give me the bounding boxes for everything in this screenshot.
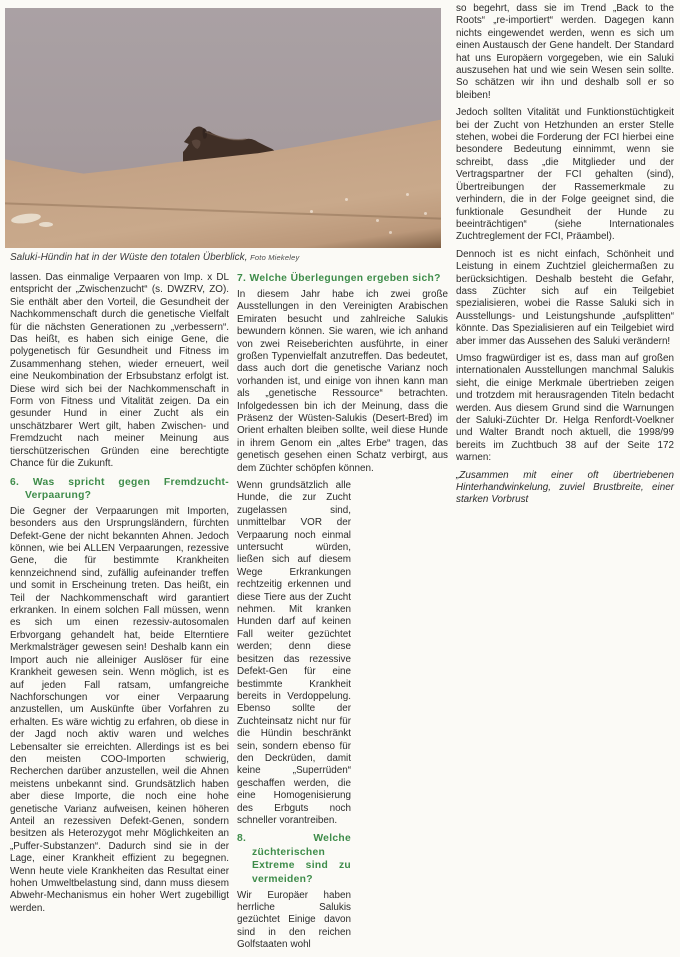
quote-paragraph: „Zusammen mit einer oft übertriebenen Hinterhandwinkelung, zuviel Brustbreite, einer starken Vorbrust (456, 469, 674, 506)
column-middle-narrow (237, 480, 351, 952)
photo-credit: Foto Miekeley (250, 253, 300, 262)
column-middle (237, 272, 448, 957)
paragraph: Umso fragwürdiger ist es, dass man auf großen internationalen Ausstellungen manchmal Salukis sieht, die einige Merkmale übertrieben zeigen und trotzdem mit herausragenden Titeln bedacht werden. Aus diesem Grund sind die Warnungen der Saluki-Züchter Dr. Helga Renfordt-Voelkner und Walter Brandt noch aktuell, die 1998/99 bereits im Zuchtbuch 38 auf der Seite 172 warnen: (456, 352, 674, 464)
paragraph: so begehrt, dass sie im Trend „Back to the Roots“ „re-importiert“ werden. Dagegen kann nichts eingewendet werden, wenn es sich um einen Austausch der Gene handelt. Der Standard hat uns Europäern vorgegeben, wie ein Saluki auszusehen hat und wie sein Wesen sein sollte. So schätzen wir ihn und deshalb soll er so bleiben! (456, 3, 674, 101)
section-heading-6: 6. Was spricht gegen Fremdzucht-Verpaarung? (10, 476, 229, 501)
sand-sparkle (376, 219, 379, 222)
photo-caption-text: Saluki-Hündin hat in der Wüste den totalen Überblick, (10, 252, 248, 263)
sand-sparkle (424, 212, 427, 215)
paragraph: Wir Europäer haben herrliche Salukis gezüchtet Einige davon sind in den reichen Golfstaaten wohl (237, 889, 351, 951)
paragraph: Jedoch sollten Vitalität und Funktionstüchtigkeit bei der Zucht von Hetzhunden an erster Stelle stehen, wobei die Forderung der FCI hierbei eine besondere Bedeutung einnimmt, wenn sie schreibt, dass „die Mitglieder und der Vertragspartner der FCI gehalten (sind), Übertreibungen der Rassemerkmale zu verhindern, die in der Folge geeignet sind, die funktionale Gesundheit der Hunde zu beeinträchtigen“ (siehe Internationales Zuchtreglement der FCI, Präambel). (456, 107, 674, 243)
light-patch (39, 222, 53, 227)
column-right (456, 3, 674, 512)
sand-sparkle (389, 231, 392, 234)
section-heading-8: 8. Welche züchterischen Extreme sind zu vermeiden? (237, 833, 351, 885)
paragraph: Die Gegner der Verpaarungen mit Importen, besonders aus den Ursprungsländern, fürchten Defekt-Gene der nicht bekannten Ahnen. Jedoch können, wie bei ALLEN Verpaarungen, rezessive Gene, die für bestimmte Krankheiten kennzeichnend sind, zufällig aufeinander treffen und somit in Erscheinung treten. Das heißt, ein Teil der Nachkommenschaft wird garantiert erkranken. In einem solchen Fall müssen, wenn es sich um einen rezessiv-autosomalen Erbvorgang gehandelt hat, beide Elterntiere Merkmalsträger gewesen sein! Deshalb kann ein Import auch nie alleiniger Auslöser für eine Krankheit gewesen sein. Wenn möglich, ist es auf jeden Fall ratsam, umfangreiche Nachforschungen vor einer Verpaarung anzustellen, um Auskünfte über Vorfahren zu erhalten. Es wäre wichtig zu erfahren, ob diese in der Jagd noch aktiv waren und welches Lebensalter sie erreichten. Allerdings ist es bei den meisten COO-Importen schwierig, Recherchen darüber anzustellen, weil die Ahnen meistens unbekannt sind. Grundsätzlich haben aber diese Importe, die noch eine hohe genetische Varianz aufweisen, keinen höheren Anteil an rezessiven Defekt-Genen, sondern besitzen als Heterozygot mehr Möglichkeiten an „Puffer-Substanzen“. Dadurch sind sie in der Lage, einer Krankheit effizient zu begegnen. Wenn heute viele Krankheiten das Resultat einer hohen Umweltbelastung sind, dann muss diesem Abwehr-Mechanismus ein hoher Wert zugebilligt werden. (10, 505, 229, 914)
paragraph: Wenn grundsätzlich alle Hunde, die zur Zucht zugelassen sind, unmittelbar VOR der Verpaarung noch einmal untersucht würden, ließen sich auf diesem Wege Erkrankungen rechtzeitig erkennen und diese Tiere aus der Zucht nehmen. Mit kranken Hunden darf auf keinen Fall weiter gezüchtet werden; denn diese besitzen das rezessive Defekt-Gen für eine bestimmte Krankheit bereits in Verdoppelung. Ebenso sollte der Zuchteinsatz nicht nur für die Hündin beschränkt sein, sondern ebenso für den Deckrüden, damit keine „Superrüden“ geschaffen werden, die eine Homogenisierung des Erbguts noch schneller vorantreiben. (237, 480, 351, 826)
column-left (10, 272, 229, 920)
photo-caption (10, 252, 442, 263)
section-heading-7: 7. Welche Überlegungen ergeben sich? (237, 273, 441, 284)
sand-sparkle (406, 193, 409, 196)
sand-sparkle (345, 198, 348, 201)
desert-photo (5, 8, 441, 248)
paragraph-continued: lassen. Das einmalige Verpaaren von Imp. x DL entspricht der „Zwischenzucht“ (s. DWZRV, ZO). Sie enthält aber den Vorteil, die Gesundheit der Nachkommenschaft durch die genetische Vielfalt für die nächsten Generationen zu „verbessern“. Das heißt, es haben sich einige Gene, die polygenetisch für Gesundheit und Fitness im Zusammenhang stehen, wieder erneuert, weil eine Neukombination der Erbsubstanz erfolgt ist. Diese wird sich bei der Nachkommenschaft in Form von Fitness und Vitalität zeigen. Da ein gesunder Hund in einer Zucht als ein unschätzbarer Wert gilt, haben Zwischen- und Fremdzucht nach meiner Meinung aus tierschützerischen Gründen eine berechtigte Chance für die Zukunft. (10, 272, 229, 470)
paragraph: Dennoch ist es nicht einfach, Schönheit und Leistung in einem Zuchtziel gleichermaßen zu berücksichtigen. Deshalb besteht die Gefahr, dass Züchter sich auf ein Teilgebiet spezialisieren, wobei die Rasse Saluki sich in Ausstellungs- und Leistungshunde „aufsplitten“ könnte. Das Spezialisieren auf ein Teilgebiet wird aber immer das Aussehen des Saluki verändern! (456, 248, 674, 347)
sand-sparkle (310, 210, 313, 213)
paragraph: In diesem Jahr habe ich zwei große Ausstellungen in den Vereinigten Arabischen Emiraten besucht und zahlreiche Salukis bewundern können. Sie waren, wie ich anhand von zwei Reiseberichten ausführte, in einer großen Typenvielfalt anzutreffen. Das bedeutet, dass auch dort die genetische Varianz noch vorhanden ist, und einige von ihnen kann man als „genetische Ressource“ betrachten. Infolgedessen bin ich der Meinung, dass die Präsenz der Wüsten-Salukis (Desert-Bred) im Orient erhalten bleiben sollte, weil diese Hunde in ihrem Genom ein „altes Erbe“ tragen, das genetisch gesehen einen Schatz verbirgt, aus dem Züchter schöpfen können. (237, 288, 448, 474)
